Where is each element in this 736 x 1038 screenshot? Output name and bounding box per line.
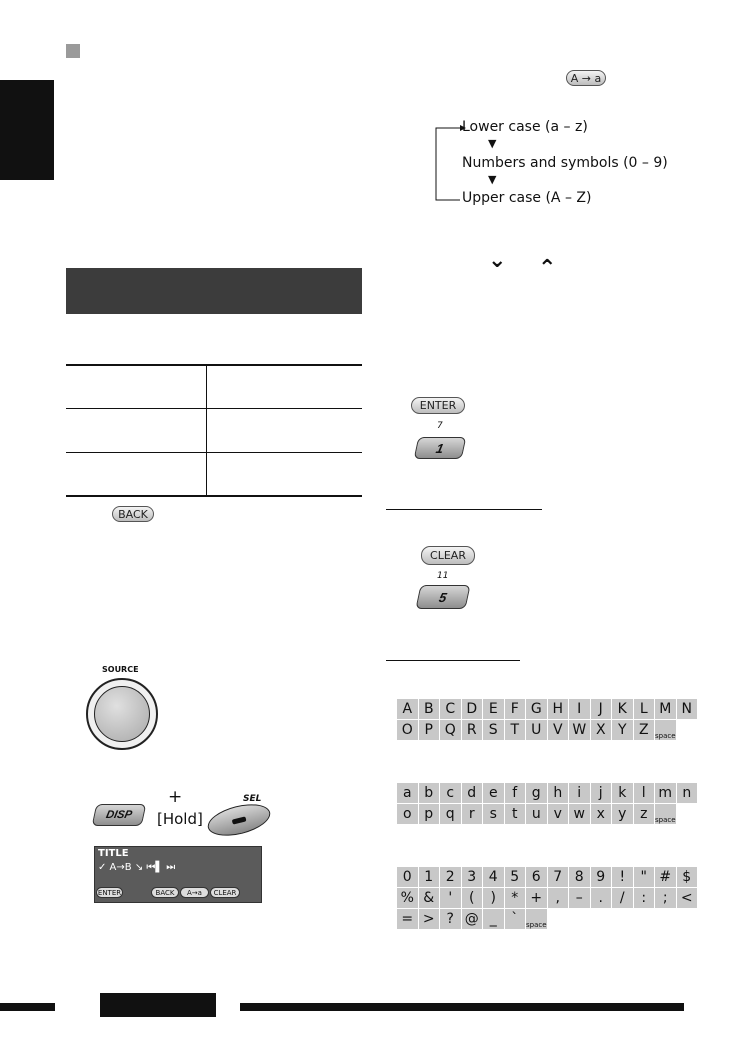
- char-cell: V: [548, 720, 569, 740]
- case-toggle-button[interactable]: A → a: [566, 70, 606, 86]
- char-cell: d: [462, 783, 483, 803]
- char-cell: $: [677, 867, 698, 887]
- down-arrow-icon: ▼: [488, 173, 497, 186]
- source-knob-inner: [94, 686, 150, 742]
- table-bottom-rule: [66, 495, 362, 497]
- sel-bar-icon: [232, 816, 247, 824]
- disp-button[interactable]: [92, 804, 147, 826]
- back-button[interactable]: BACK: [112, 506, 154, 522]
- table-row-rule: [66, 408, 362, 409]
- chevron-down-icon[interactable]: ⌄: [488, 248, 507, 273]
- char-cell: @: [462, 909, 483, 929]
- table-top-rule: [66, 364, 362, 366]
- char-cell: X: [591, 720, 612, 740]
- char-cell: T: [505, 720, 526, 740]
- char-cell: t: [505, 804, 526, 824]
- lcd-case-button: A→a: [180, 887, 209, 898]
- char-cell: _: [483, 909, 504, 929]
- char-cell: (: [462, 888, 483, 908]
- char-cell: 6: [526, 867, 547, 887]
- char-cell: space: [655, 720, 676, 740]
- char-cell: space: [526, 909, 547, 929]
- char-cell: s: [483, 804, 504, 824]
- char-cell: R: [462, 720, 483, 740]
- case-numbers: Numbers and symbols (0 – 9): [462, 155, 668, 171]
- char-cell: –: [569, 888, 590, 908]
- char-cell: 4: [483, 867, 504, 887]
- char-cell: ,: [548, 888, 569, 908]
- footer-rule-left: [0, 1003, 55, 1011]
- char-cell: *: [505, 888, 526, 908]
- char-cell: b: [419, 783, 440, 803]
- char-cell: y: [612, 804, 633, 824]
- char-cell: f: [505, 783, 526, 803]
- char-cell: x: [591, 804, 612, 824]
- char-cell: space: [655, 804, 676, 824]
- char-cell: h: [548, 783, 569, 803]
- char-cell: Y: [612, 720, 633, 740]
- char-cell: S: [483, 720, 504, 740]
- char-cell: F: [505, 699, 526, 719]
- lcd-edit-line: ✓ A→B ↘ ⏮▌ ⏭: [98, 862, 176, 873]
- char-cell: 0: [397, 867, 418, 887]
- lcd-title: TITLE: [98, 848, 129, 859]
- char-cell: p: [419, 804, 440, 824]
- heading-underline: [386, 660, 520, 661]
- char-cell: r: [462, 804, 483, 824]
- char-cell: 8: [569, 867, 590, 887]
- char-cell: g: [526, 783, 547, 803]
- section-marker-square: [66, 44, 80, 58]
- plus-sign: +: [168, 787, 183, 807]
- char-cell: G: [526, 699, 547, 719]
- char-cell: l: [634, 783, 655, 803]
- char-cell: O: [397, 720, 418, 740]
- char-cell: B: [419, 699, 440, 719]
- char-cell: <: [677, 888, 698, 908]
- language-tab: [0, 80, 54, 180]
- char-cell: &: [419, 888, 440, 908]
- char-cell: v: [548, 804, 569, 824]
- char-cell: W: [569, 720, 590, 740]
- char-cell: D: [462, 699, 483, 719]
- char-cell: ': [440, 888, 461, 908]
- char-cell: c: [440, 783, 461, 803]
- char-cell: `: [505, 909, 526, 929]
- symbol-char-table: [397, 867, 697, 929]
- char-cell: >: [419, 909, 440, 929]
- lcd-enter-button: ENTER: [97, 888, 122, 897]
- preset-5-label: 5: [437, 589, 449, 605]
- lcd-display: [94, 846, 262, 903]
- char-cell: m: [655, 783, 676, 803]
- footer-page-tab: [100, 993, 216, 1017]
- disp-label: DISP: [104, 809, 134, 821]
- preset-1-label: 1: [434, 440, 446, 456]
- char-cell: ?: [440, 909, 461, 929]
- char-cell: U: [526, 720, 547, 740]
- char-cell: :: [634, 888, 655, 908]
- char-cell: i: [569, 783, 590, 803]
- hold-label: [Hold]: [157, 810, 203, 828]
- char-cell: 7: [548, 867, 569, 887]
- enter-button[interactable]: ENTER: [411, 397, 465, 414]
- char-cell: u: [526, 804, 547, 824]
- sel-button[interactable]: [205, 799, 274, 842]
- source-knob[interactable]: [86, 678, 158, 750]
- down-arrow-icon: ▼: [488, 137, 497, 150]
- char-cell: k: [612, 783, 633, 803]
- char-cell: e: [483, 783, 504, 803]
- char-cell: K: [612, 699, 633, 719]
- char-cell: o: [397, 804, 418, 824]
- char-cell: ): [483, 888, 504, 908]
- char-cell: ": [634, 867, 655, 887]
- char-cell: 1: [419, 867, 440, 887]
- char-cell: ;: [655, 888, 676, 908]
- footer-rule-right: [240, 1003, 684, 1011]
- heading-underline: [386, 509, 542, 510]
- uppercase-char-table: [397, 699, 697, 740]
- char-cell: E: [483, 699, 504, 719]
- sel-label: SEL: [243, 794, 262, 804]
- char-cell: /: [612, 888, 633, 908]
- char-cell: 9: [591, 867, 612, 887]
- char-cell: J: [591, 699, 612, 719]
- char-cell: =: [397, 909, 418, 929]
- case-upper: Upper case (A – Z): [462, 190, 592, 206]
- char-cell: a: [397, 783, 418, 803]
- lcd-back-button: BACK: [151, 887, 179, 898]
- chevron-up-icon[interactable]: ⌃: [538, 256, 557, 281]
- char-cell: !: [612, 867, 633, 887]
- char-cell: q: [440, 804, 461, 824]
- lowercase-char-table: [397, 783, 697, 824]
- char-cell: C: [440, 699, 461, 719]
- preset-1-button[interactable]: [414, 437, 467, 459]
- char-cell: Q: [440, 720, 461, 740]
- char-cell: n: [677, 783, 698, 803]
- char-cell: #: [655, 867, 676, 887]
- char-cell: j: [591, 783, 612, 803]
- source-label: SOURCE: [102, 665, 139, 674]
- char-cell: 3: [462, 867, 483, 887]
- char-cell: A: [397, 699, 418, 719]
- char-cell: I: [569, 699, 590, 719]
- preset-5-button[interactable]: [415, 585, 470, 609]
- clear-button[interactable]: CLEAR: [421, 546, 475, 565]
- char-cell: Z: [634, 720, 655, 740]
- char-cell: z: [634, 804, 655, 824]
- char-cell: 5: [505, 867, 526, 887]
- char-cell: L: [634, 699, 655, 719]
- char-cell: N: [677, 699, 698, 719]
- char-cell: +: [526, 888, 547, 908]
- table-row-rule: [66, 452, 362, 453]
- char-cell: P: [419, 720, 440, 740]
- lcd-clear-button: CLEAR: [210, 887, 240, 898]
- char-cell: .: [591, 888, 612, 908]
- preset-1-sup: 7: [437, 421, 443, 431]
- char-cell: H: [548, 699, 569, 719]
- preset-5-sup: 11: [437, 571, 449, 581]
- table-column-rule: [206, 364, 207, 495]
- case-lower: Lower case (a – z): [462, 119, 588, 135]
- char-cell: %: [397, 888, 418, 908]
- char-cell: 2: [440, 867, 461, 887]
- char-cell: w: [569, 804, 590, 824]
- char-cell: M: [655, 699, 676, 719]
- section-header-bar: [66, 268, 362, 314]
